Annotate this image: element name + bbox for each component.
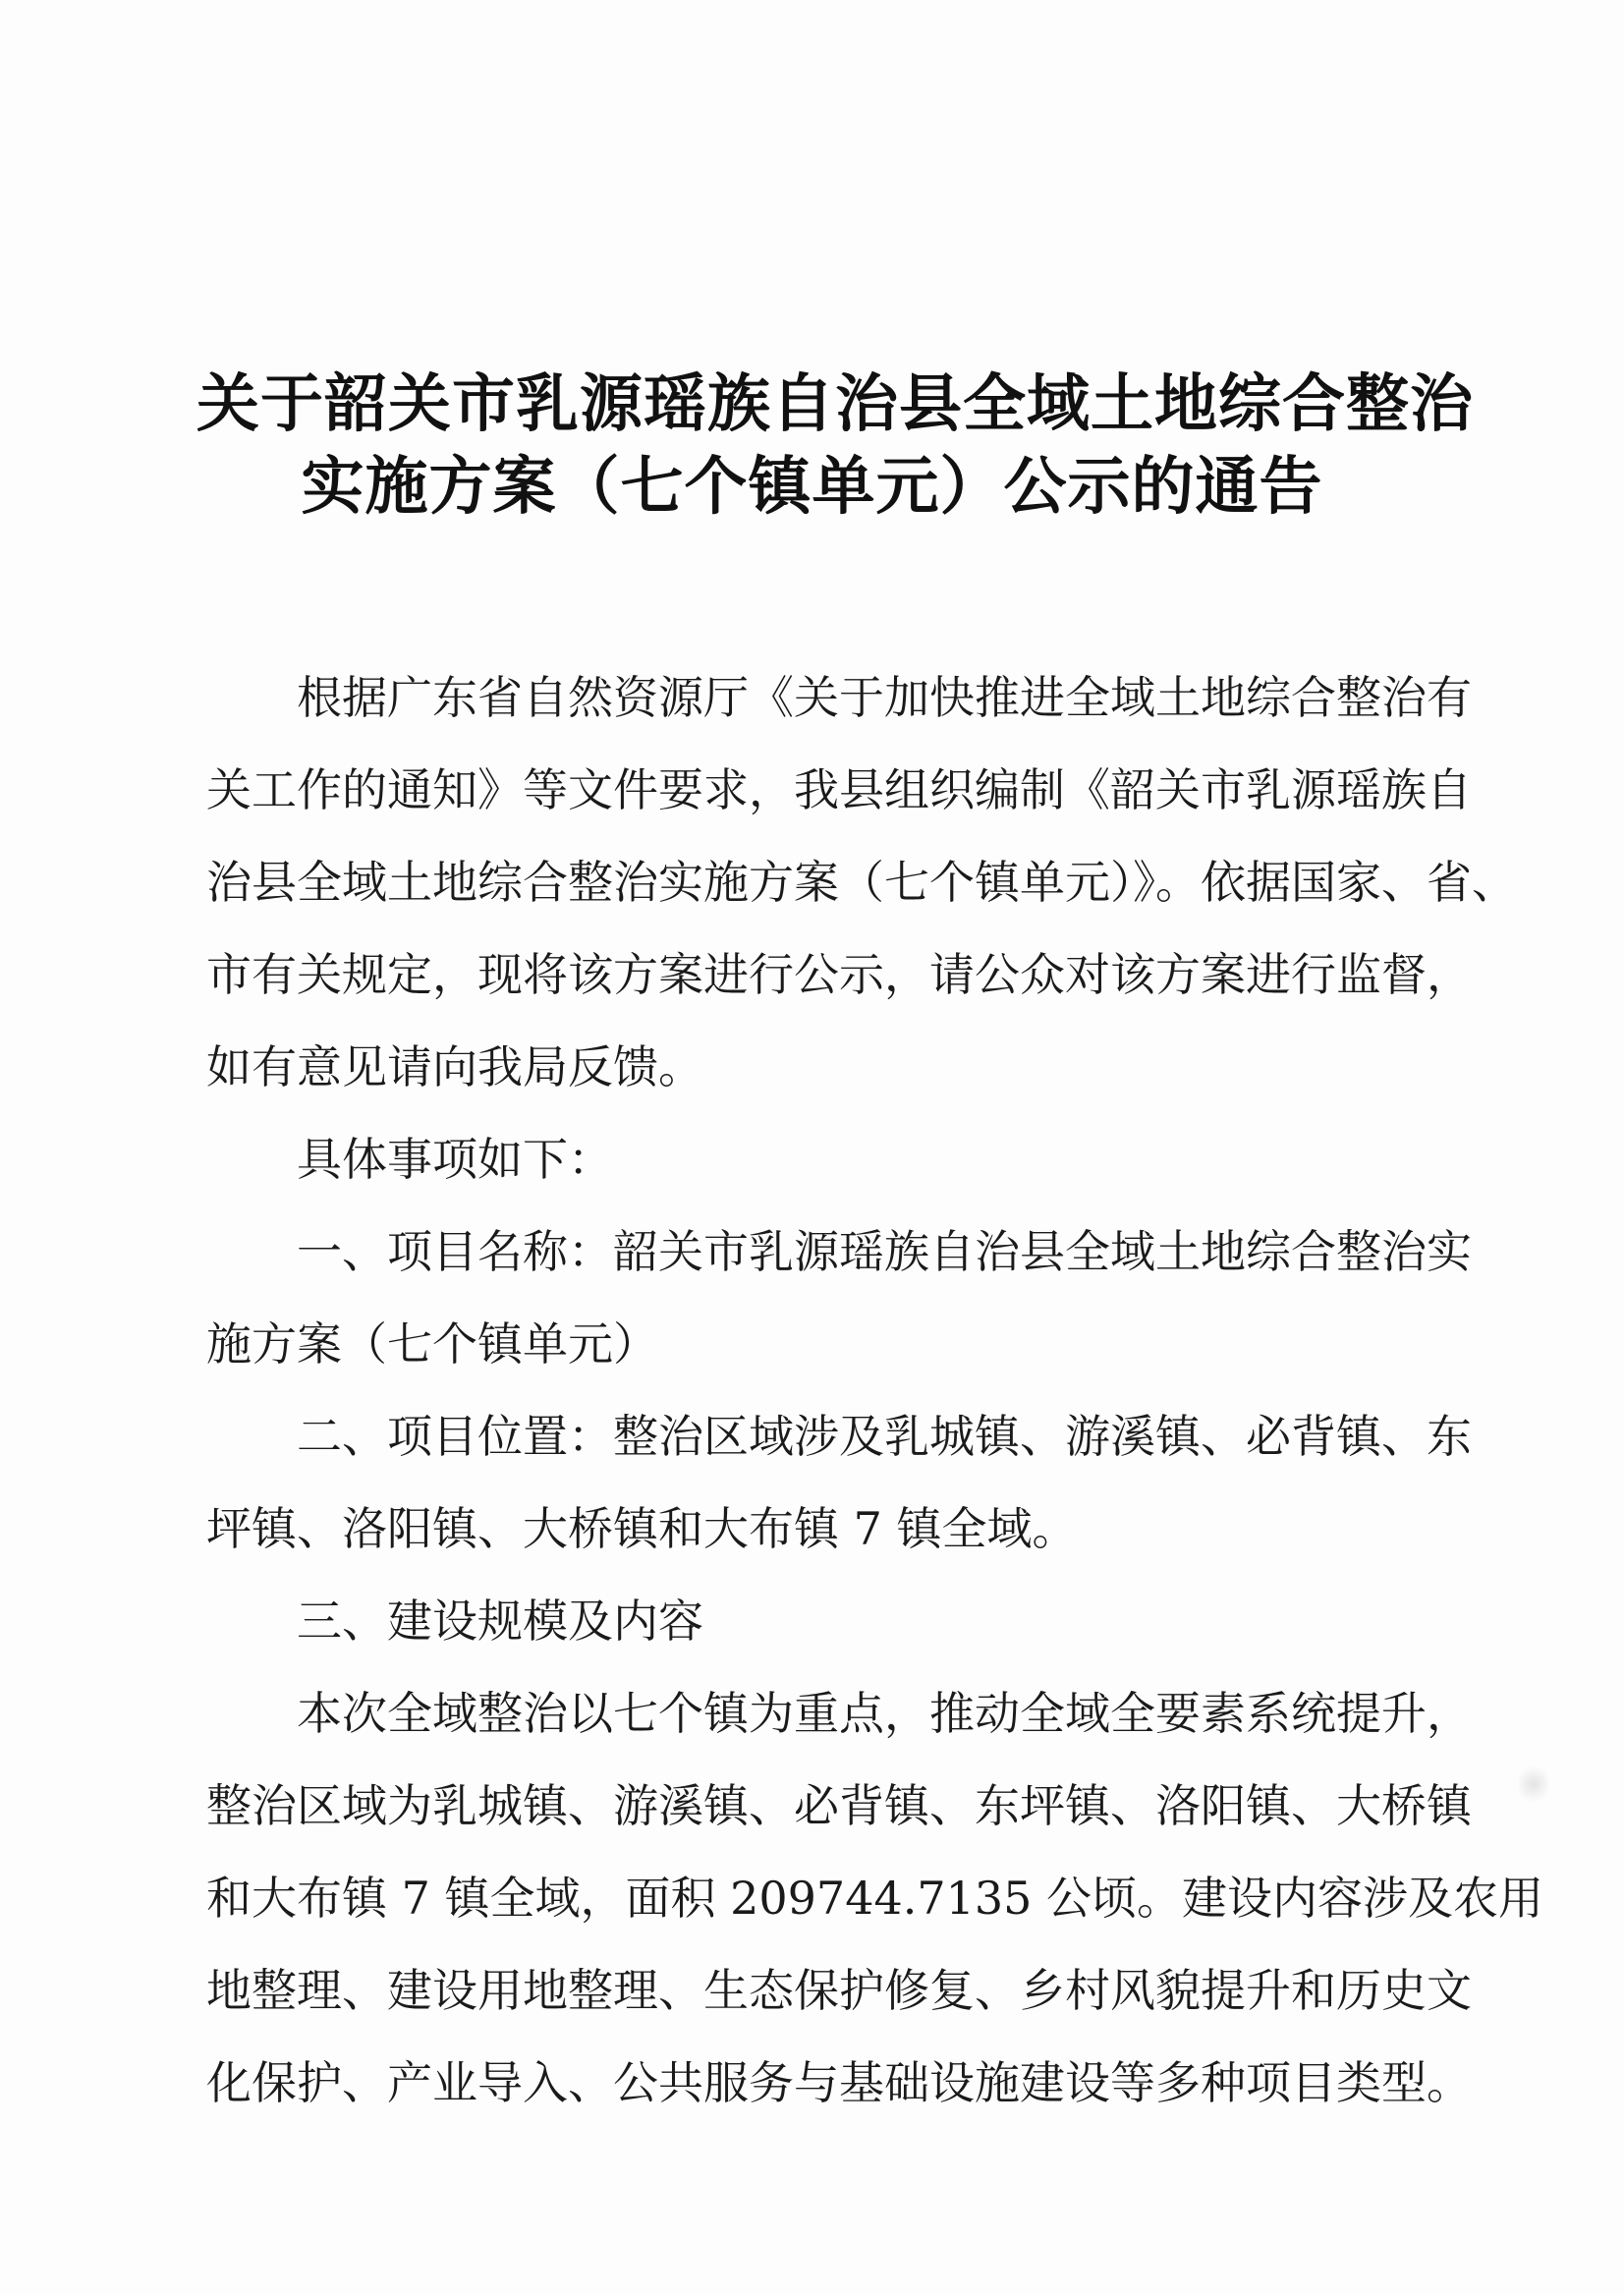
paragraph-1-line-4: 市有关规定，现将该方案进行公示，请公众对该方案进行监督，	[206, 948, 1472, 1001]
document-title-line-2: 实施方案（七个镇单元）公示的通告	[301, 450, 1323, 524]
paragraph-6-line-2: 整治区域为乳城镇、游溪镇、必背镇、东坪镇、洛阳镇、大桥镇	[206, 1779, 1472, 1832]
paragraph-1-line-1: 根据广东省自然资源厅《关于加快推进全域土地综合整治有	[297, 671, 1472, 724]
document-title-line-1: 关于韶关市乳源瑶族自治县全域土地综合整治	[196, 367, 1474, 441]
paragraph-6-line-4: 地整理、建设用地整理、生态保护修复、乡村风貌提升和历史文	[206, 1964, 1472, 2017]
scan-speck	[1519, 1764, 1548, 1804]
paragraph-1-line-2: 关工作的通知》等文件要求，我县组织编制《韶关市乳源瑶族自	[206, 763, 1472, 816]
item-2-line-1: 二、项目位置：整治区域涉及乳城镇、游溪镇、必背镇、东	[297, 1410, 1472, 1463]
paragraph-6-line-3: 和大布镇 7 镇全域，面积 209744.7135 公顷。建设内容涉及农用	[206, 1872, 1544, 1925]
item-3-heading: 三、建设规模及内容	[297, 1595, 703, 1648]
paragraph-6-line-1: 本次全域整治以七个镇为重点，推动全域全要素系统提升，	[297, 1687, 1472, 1740]
paragraph-1-line-5: 如有意见请向我局反馈。	[206, 1040, 703, 1093]
item-1-line-1: 一、项目名称：韶关市乳源瑶族自治县全域土地综合整治实	[297, 1225, 1472, 1278]
paragraph-6-line-5: 化保护、产业导入、公共服务与基础设施建设等多种项目类型。	[206, 2056, 1472, 2109]
item-1-line-2: 施方案（七个镇单元）	[206, 1317, 658, 1371]
paragraph-1-line-3: 治县全域土地综合整治实施方案（七个镇单元）》。依据国家、省、	[206, 856, 1517, 909]
item-2-line-2: 坪镇、洛阳镇、大桥镇和大布镇 7 镇全域。	[206, 1502, 1078, 1555]
paragraph-2: 具体事项如下：	[297, 1133, 613, 1186]
